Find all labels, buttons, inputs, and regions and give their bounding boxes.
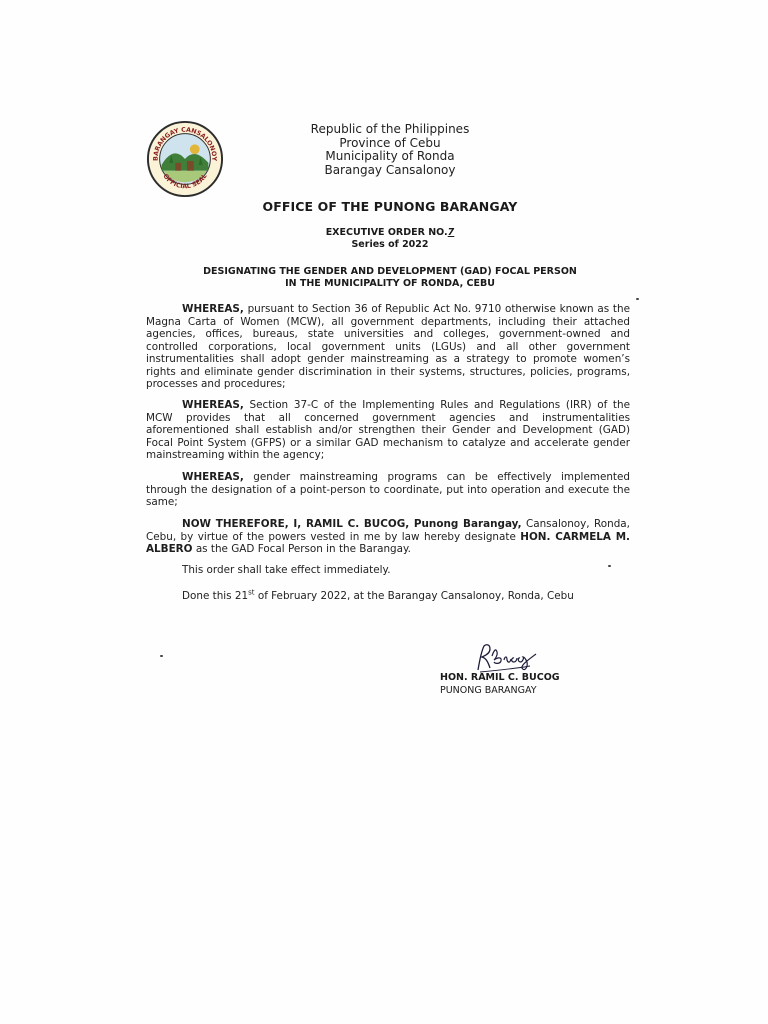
whereas-paragraph-3 <box>146 471 630 509</box>
now-therefore-paragraph <box>146 518 630 556</box>
designee-name: HON. CARMELA M. ALBERO <box>146 530 630 555</box>
done-sup: st <box>248 588 255 597</box>
paragraph-lead: WHEREAS, <box>182 471 244 483</box>
paragraph-text: Section 37-C of the Implementing Rules and Regulations (IRR) of the MCW provides that all concerned government agencies and instrumentalities aforementioned shall establish and/or strengthen their Gender and Development (GAD) Focal Point System (GFPS) or a similar GAD mechanism to catalyze and accelerate gender mainstreaming within the agency; <box>146 399 630 461</box>
letterhead-barangay: Barangay Cansalonoy <box>324 162 456 177</box>
seal-bottom-text: OFFICIAL SEAL <box>161 172 209 191</box>
done-post: of February 2022, at the Barangay Cansalonoy, Ronda, Cebu <box>254 590 574 602</box>
done-this-paragraph <box>182 590 622 603</box>
scan-speck <box>636 298 639 300</box>
barangay-seal-icon <box>146 120 224 198</box>
office-title: OFFICE OF THE PUNONG BARANGAY <box>262 199 518 214</box>
letterhead-municipality: Municipality of Ronda <box>325 149 455 163</box>
whereas-paragraph-2 <box>146 399 630 462</box>
order-title-line1: DESIGNATING THE GENDER AND DEVELOPMENT (GAD) FOCAL PERSON <box>203 266 577 277</box>
signatory-position: PUNONG BARANGAY <box>440 685 537 696</box>
seal-top-text: BARANGAY CANSALONOY <box>152 126 218 162</box>
letterhead-province: Province of Cebu <box>339 135 441 150</box>
signatory-name: HON. RAMIL C. BUCOG <box>440 672 560 683</box>
paragraph-tail: as the GAD Focal Person in the Barangay. <box>192 543 411 555</box>
letterhead <box>260 123 520 177</box>
paragraph-text: pursuant to Section 36 of Republic Act No. 9710 otherwise known as the Magna Carta of Women (MCW), all government departments, including their attached agencies, offices, bureaus, state universities and colleges, government-owned and controlled corporations, local government units (LGUs) and all other government instrumentalities shall adopt gender mainstreaming as a strategy to promote women’s rights and eliminate gender discrimination in their systems, structures, policies, programs, processes and procedures; <box>146 303 630 390</box>
order-title-line2: IN THE MUNICIPALITY OF RONDA, CEBU <box>285 278 495 289</box>
effectivity-paragraph: This order shall take effect immediately. <box>182 564 391 576</box>
scan-speck <box>160 655 163 657</box>
paragraph-lead: WHEREAS, <box>182 399 244 411</box>
signatory-block <box>440 671 580 697</box>
done-pre: Done this 21 <box>182 590 249 602</box>
paragraph-lead: NOW THEREFORE, I, RAMIL C. BUCOG, Punong Barangay, <box>182 518 522 530</box>
executive-order-number: 7 <box>447 227 455 238</box>
executive-order-header <box>260 227 520 251</box>
executive-order-series: Series of 2022 <box>351 239 429 250</box>
paragraph-text: gender mainstreaming programs can be effectively implemented through the designation of a point-person to coordinate, put into operation and execute the same; <box>146 471 630 508</box>
scan-speck <box>608 565 611 567</box>
order-title <box>150 266 630 290</box>
paragraph-lead: WHEREAS, <box>182 303 244 315</box>
paragraph-text: Cansalonoy, Ronda, Cebu, by virtue of the powers vested in me by law hereby designate <box>146 518 630 543</box>
executive-order-label: EXECUTIVE ORDER NO. <box>325 227 448 238</box>
whereas-paragraph-1 <box>146 303 630 391</box>
letterhead-country: Republic of the Philippines <box>310 122 470 136</box>
